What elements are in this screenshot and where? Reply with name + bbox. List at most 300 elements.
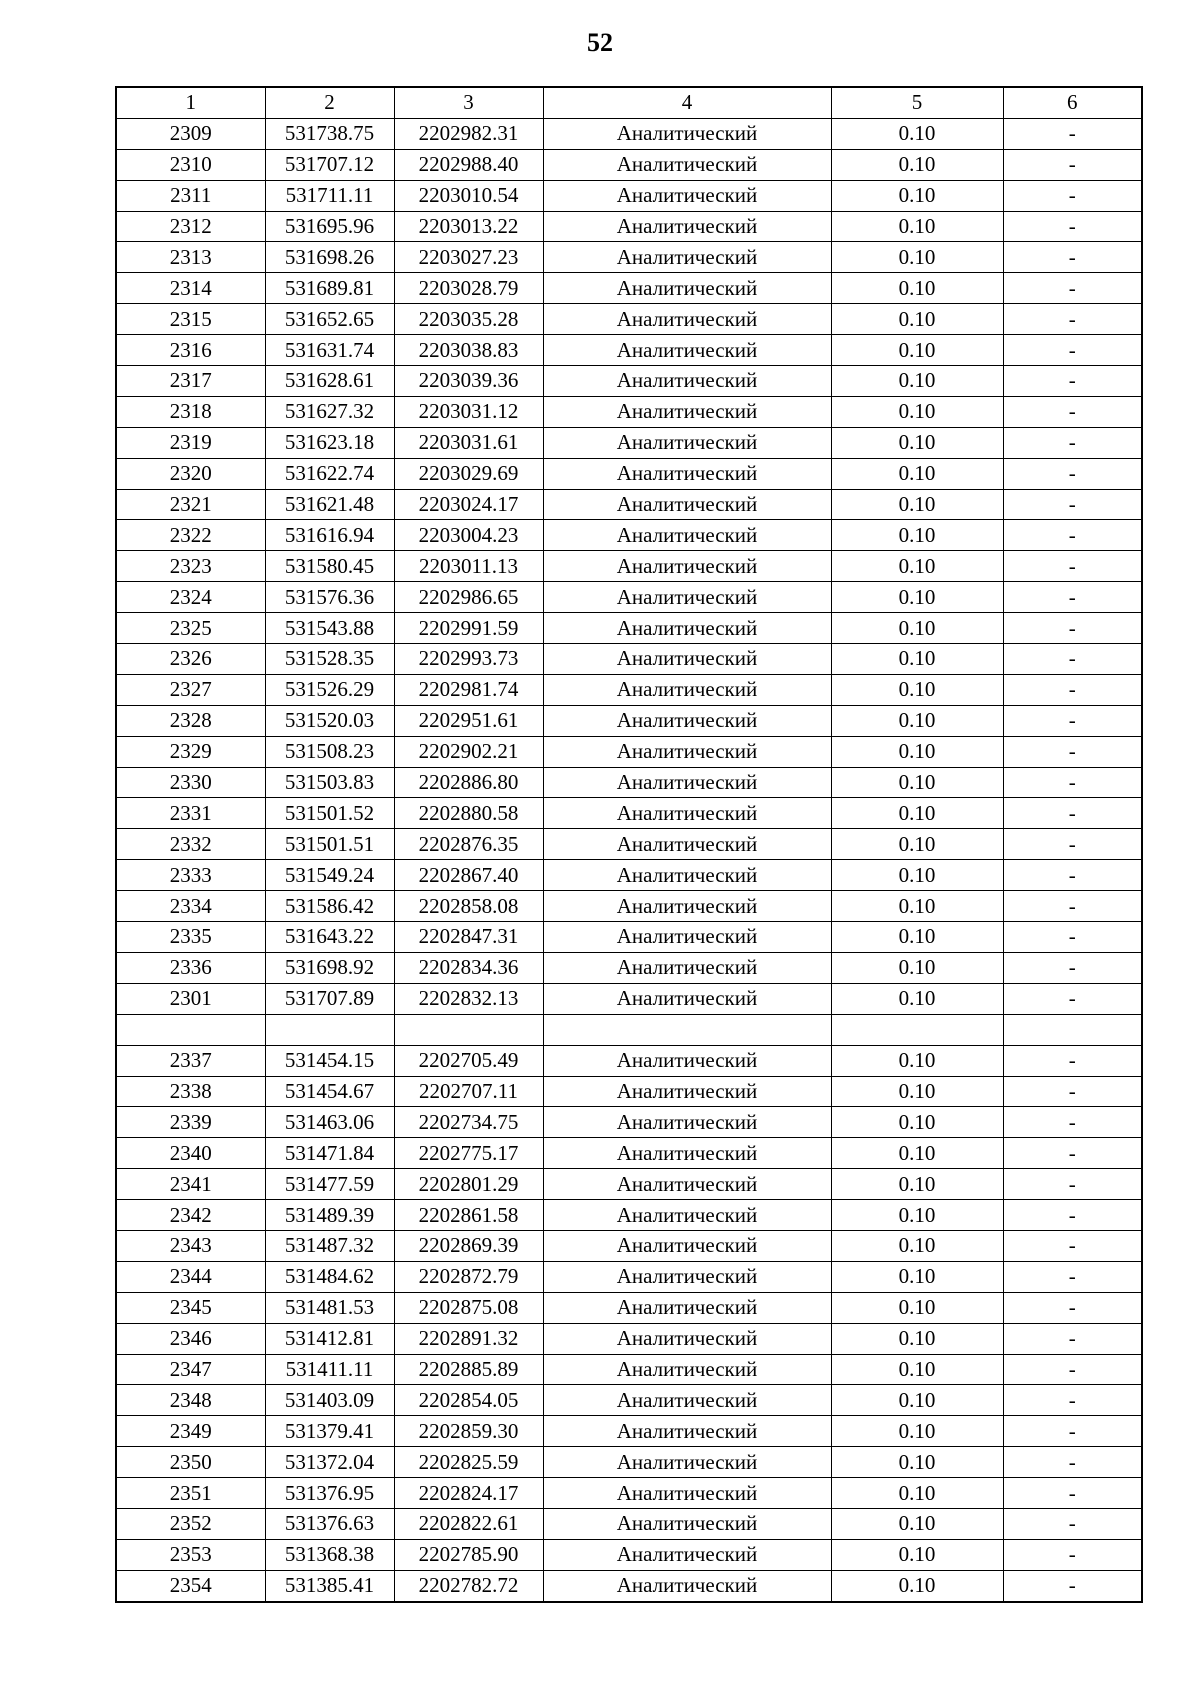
table-row xyxy=(116,551,1142,582)
table-row xyxy=(116,1416,1142,1447)
header-row xyxy=(116,87,1142,118)
x-coordinate-cell: 531622.74 xyxy=(265,458,394,489)
accuracy-cell: 0.10 xyxy=(831,860,1003,891)
table-row xyxy=(116,1014,1142,1045)
table-row xyxy=(116,489,1142,520)
table-row xyxy=(116,335,1142,366)
method-cell: Аналитический xyxy=(543,1200,831,1231)
point-number-cell: 2315 xyxy=(116,304,265,335)
note-cell: - xyxy=(1003,1354,1142,1385)
x-coordinate-cell: 531627.32 xyxy=(265,396,394,427)
column-header: 2 xyxy=(265,87,394,118)
accuracy-cell: 0.10 xyxy=(831,1323,1003,1354)
y-coordinate-cell: 2202782.72 xyxy=(394,1570,543,1601)
table-row xyxy=(116,1385,1142,1416)
note-cell: - xyxy=(1003,922,1142,953)
y-coordinate-cell: 2203024.17 xyxy=(394,489,543,520)
x-coordinate-cell: 531412.81 xyxy=(265,1323,394,1354)
method-cell: Аналитический xyxy=(543,366,831,397)
note-cell: - xyxy=(1003,1200,1142,1231)
x-coordinate-cell: 531698.26 xyxy=(265,242,394,273)
note-cell: - xyxy=(1003,1478,1142,1509)
accuracy-cell: 0.10 xyxy=(831,922,1003,953)
point-number-cell: 2312 xyxy=(116,211,265,242)
method-cell: Аналитический xyxy=(543,273,831,304)
table-row xyxy=(116,396,1142,427)
accuracy-cell: 0.10 xyxy=(831,242,1003,273)
method-cell: Аналитический xyxy=(543,952,831,983)
table-row xyxy=(116,891,1142,922)
method-cell: Аналитический xyxy=(543,674,831,705)
method-cell: Аналитический xyxy=(543,1076,831,1107)
accuracy-cell: 0.10 xyxy=(831,1107,1003,1138)
point-number-cell: 2342 xyxy=(116,1200,265,1231)
note-cell: - xyxy=(1003,1416,1142,1447)
x-coordinate-cell: 531628.61 xyxy=(265,366,394,397)
point-number-cell: 2353 xyxy=(116,1539,265,1570)
note-cell: - xyxy=(1003,582,1142,613)
x-coordinate-cell: 531411.11 xyxy=(265,1354,394,1385)
y-coordinate-cell: 2203031.61 xyxy=(394,427,543,458)
point-number-cell: 2318 xyxy=(116,396,265,427)
x-coordinate-cell: 531695.96 xyxy=(265,211,394,242)
table-row xyxy=(116,983,1142,1014)
x-coordinate-cell: 531403.09 xyxy=(265,1385,394,1416)
note-cell: - xyxy=(1003,860,1142,891)
x-coordinate-cell: 531643.22 xyxy=(265,922,394,953)
method-cell: Аналитический xyxy=(543,520,831,551)
accuracy-cell: 0.10 xyxy=(831,211,1003,242)
table-row xyxy=(116,118,1142,149)
y-coordinate-cell: 2203039.36 xyxy=(394,366,543,397)
point-number-cell: 2348 xyxy=(116,1385,265,1416)
table-row xyxy=(116,1570,1142,1601)
point-number-cell: 2317 xyxy=(116,366,265,397)
method-cell: Аналитический xyxy=(543,613,831,644)
method-cell: Аналитический xyxy=(543,922,831,953)
accuracy-cell: 0.10 xyxy=(831,1230,1003,1261)
note-cell: - xyxy=(1003,304,1142,335)
table-row xyxy=(116,705,1142,736)
y-coordinate-cell: 2202834.36 xyxy=(394,952,543,983)
x-coordinate-cell: 531372.04 xyxy=(265,1447,394,1478)
x-coordinate-cell: 531711.11 xyxy=(265,180,394,211)
method-cell: Аналитический xyxy=(543,1169,831,1200)
note-cell: - xyxy=(1003,644,1142,675)
y-coordinate-cell: 2202991.59 xyxy=(394,613,543,644)
table-row xyxy=(116,242,1142,273)
y-coordinate-cell: 2203004.23 xyxy=(394,520,543,551)
table-row xyxy=(116,1045,1142,1076)
note-cell: - xyxy=(1003,613,1142,644)
x-coordinate-cell: 531508.23 xyxy=(265,736,394,767)
x-coordinate-cell: 531631.74 xyxy=(265,335,394,366)
y-coordinate-cell: 2202734.75 xyxy=(394,1107,543,1138)
method-cell: Аналитический xyxy=(543,582,831,613)
note-cell: - xyxy=(1003,149,1142,180)
method-cell: Аналитический xyxy=(543,335,831,366)
method-cell: Аналитический xyxy=(543,1107,831,1138)
method-cell: Аналитический xyxy=(543,1292,831,1323)
table-row xyxy=(116,1107,1142,1138)
y-coordinate-cell: 2202707.11 xyxy=(394,1076,543,1107)
y-coordinate-cell: 2202875.08 xyxy=(394,1292,543,1323)
table-row xyxy=(116,366,1142,397)
accuracy-cell: 0.10 xyxy=(831,366,1003,397)
point-number-cell: 2337 xyxy=(116,1045,265,1076)
note-cell: - xyxy=(1003,1385,1142,1416)
method-cell: Аналитический xyxy=(543,396,831,427)
method-cell: Аналитический xyxy=(543,1539,831,1570)
method-cell: Аналитический xyxy=(543,304,831,335)
column-header: 3 xyxy=(394,87,543,118)
accuracy-cell: 0.10 xyxy=(831,1076,1003,1107)
accuracy-cell: 0.10 xyxy=(831,1478,1003,1509)
accuracy-cell: 0.10 xyxy=(831,427,1003,458)
note-cell: - xyxy=(1003,983,1142,1014)
table-row xyxy=(116,211,1142,242)
point-number-cell: 2328 xyxy=(116,705,265,736)
point-number-cell: 2322 xyxy=(116,520,265,551)
y-coordinate-cell: 2202867.40 xyxy=(394,860,543,891)
point-number-cell: 2338 xyxy=(116,1076,265,1107)
note-cell: - xyxy=(1003,1230,1142,1261)
note-cell: - xyxy=(1003,458,1142,489)
point-number-cell: 2352 xyxy=(116,1508,265,1539)
note-cell: - xyxy=(1003,1138,1142,1169)
note-cell: - xyxy=(1003,180,1142,211)
note-cell: - xyxy=(1003,1261,1142,1292)
table-row xyxy=(116,1076,1142,1107)
x-coordinate-cell: 531707.12 xyxy=(265,149,394,180)
method-cell: Аналитический xyxy=(543,149,831,180)
note-cell: - xyxy=(1003,551,1142,582)
x-coordinate-cell: 531543.88 xyxy=(265,613,394,644)
table-row xyxy=(116,582,1142,613)
accuracy-cell: 0.10 xyxy=(831,1045,1003,1076)
accuracy-cell: 0.10 xyxy=(831,458,1003,489)
point-number-cell: 2316 xyxy=(116,335,265,366)
note-cell: - xyxy=(1003,674,1142,705)
table-row xyxy=(116,952,1142,983)
y-coordinate-cell: 2202822.61 xyxy=(394,1508,543,1539)
point-number-cell: 2350 xyxy=(116,1447,265,1478)
y-coordinate-cell: 2202705.49 xyxy=(394,1045,543,1076)
x-coordinate-cell xyxy=(265,1014,394,1045)
y-coordinate-cell: 2202876.35 xyxy=(394,829,543,860)
accuracy-cell: 0.10 xyxy=(831,1354,1003,1385)
point-number-cell: 2340 xyxy=(116,1138,265,1169)
y-coordinate-cell: 2202869.39 xyxy=(394,1230,543,1261)
note-cell: - xyxy=(1003,396,1142,427)
y-coordinate-cell: 2203028.79 xyxy=(394,273,543,304)
note-cell: - xyxy=(1003,798,1142,829)
table-row xyxy=(116,1508,1142,1539)
x-coordinate-cell: 531707.89 xyxy=(265,983,394,1014)
coordinates-table xyxy=(115,86,1143,1603)
point-number-cell: 2326 xyxy=(116,644,265,675)
x-coordinate-cell: 531621.48 xyxy=(265,489,394,520)
point-number-cell: 2351 xyxy=(116,1478,265,1509)
method-cell: Аналитический xyxy=(543,1323,831,1354)
accuracy-cell: 0.10 xyxy=(831,613,1003,644)
y-coordinate-cell: 2202885.89 xyxy=(394,1354,543,1385)
method-cell: Аналитический xyxy=(543,983,831,1014)
x-coordinate-cell: 531576.36 xyxy=(265,582,394,613)
x-coordinate-cell: 531580.45 xyxy=(265,551,394,582)
y-coordinate-cell: 2202859.30 xyxy=(394,1416,543,1447)
accuracy-cell: 0.10 xyxy=(831,736,1003,767)
accuracy-cell: 0.10 xyxy=(831,1169,1003,1200)
method-cell: Аналитический xyxy=(543,705,831,736)
x-coordinate-cell: 531652.65 xyxy=(265,304,394,335)
note-cell: - xyxy=(1003,1447,1142,1478)
point-number-cell: 2345 xyxy=(116,1292,265,1323)
x-coordinate-cell: 531376.63 xyxy=(265,1508,394,1539)
accuracy-cell: 0.10 xyxy=(831,983,1003,1014)
note-cell: - xyxy=(1003,489,1142,520)
method-cell: Аналитический xyxy=(543,458,831,489)
accuracy-cell: 0.10 xyxy=(831,551,1003,582)
x-coordinate-cell: 531623.18 xyxy=(265,427,394,458)
x-coordinate-cell: 531520.03 xyxy=(265,705,394,736)
y-coordinate-cell: 2202986.65 xyxy=(394,582,543,613)
x-coordinate-cell: 531549.24 xyxy=(265,860,394,891)
table-row xyxy=(116,1200,1142,1231)
point-number-cell: 2343 xyxy=(116,1230,265,1261)
point-number-cell: 2323 xyxy=(116,551,265,582)
y-coordinate-cell: 2203035.28 xyxy=(394,304,543,335)
y-coordinate-cell: 2202988.40 xyxy=(394,149,543,180)
note-cell: - xyxy=(1003,335,1142,366)
y-coordinate-cell: 2202832.13 xyxy=(394,983,543,1014)
accuracy-cell: 0.10 xyxy=(831,891,1003,922)
point-number-cell: 2314 xyxy=(116,273,265,304)
table-row xyxy=(116,674,1142,705)
x-coordinate-cell: 531738.75 xyxy=(265,118,394,149)
point-number-cell: 2301 xyxy=(116,983,265,1014)
column-header: 6 xyxy=(1003,87,1142,118)
x-coordinate-cell: 531484.62 xyxy=(265,1261,394,1292)
x-coordinate-cell: 531503.83 xyxy=(265,767,394,798)
y-coordinate-cell: 2203029.69 xyxy=(394,458,543,489)
point-number-cell: 2349 xyxy=(116,1416,265,1447)
method-cell: Аналитический xyxy=(543,1570,831,1601)
note-cell xyxy=(1003,1014,1142,1045)
note-cell: - xyxy=(1003,1292,1142,1323)
note-cell: - xyxy=(1003,1045,1142,1076)
x-coordinate-cell: 531481.53 xyxy=(265,1292,394,1323)
accuracy-cell: 0.10 xyxy=(831,335,1003,366)
method-cell: Аналитический xyxy=(543,1230,831,1261)
accuracy-cell: 0.10 xyxy=(831,582,1003,613)
x-coordinate-cell: 531698.92 xyxy=(265,952,394,983)
accuracy-cell: 0.10 xyxy=(831,1138,1003,1169)
table-row xyxy=(116,1539,1142,1570)
point-number-cell: 2313 xyxy=(116,242,265,273)
accuracy-cell: 0.10 xyxy=(831,1539,1003,1570)
x-coordinate-cell: 531586.42 xyxy=(265,891,394,922)
accuracy-cell: 0.10 xyxy=(831,396,1003,427)
note-cell: - xyxy=(1003,1508,1142,1539)
point-number-cell: 2333 xyxy=(116,860,265,891)
x-coordinate-cell: 531385.41 xyxy=(265,1570,394,1601)
table-row xyxy=(116,1292,1142,1323)
point-number-cell: 2331 xyxy=(116,798,265,829)
accuracy-cell: 0.10 xyxy=(831,304,1003,335)
table-row xyxy=(116,458,1142,489)
accuracy-cell: 0.10 xyxy=(831,767,1003,798)
y-coordinate-cell: 2202880.58 xyxy=(394,798,543,829)
table-row xyxy=(116,427,1142,458)
note-cell: - xyxy=(1003,211,1142,242)
x-coordinate-cell: 531477.59 xyxy=(265,1169,394,1200)
table-row xyxy=(116,1478,1142,1509)
note-cell: - xyxy=(1003,829,1142,860)
accuracy-cell: 0.10 xyxy=(831,1447,1003,1478)
accuracy-cell: 0.10 xyxy=(831,705,1003,736)
y-coordinate-cell: 2202854.05 xyxy=(394,1385,543,1416)
point-number-cell: 2320 xyxy=(116,458,265,489)
point-number-cell: 2336 xyxy=(116,952,265,983)
method-cell: Аналитический xyxy=(543,551,831,582)
y-coordinate-cell: 2202993.73 xyxy=(394,644,543,675)
method-cell: Аналитический xyxy=(543,891,831,922)
note-cell: - xyxy=(1003,118,1142,149)
note-cell: - xyxy=(1003,736,1142,767)
accuracy-cell: 0.10 xyxy=(831,1292,1003,1323)
y-coordinate-cell: 2202982.31 xyxy=(394,118,543,149)
point-number-cell: 2341 xyxy=(116,1169,265,1200)
note-cell: - xyxy=(1003,520,1142,551)
y-coordinate-cell: 2202825.59 xyxy=(394,1447,543,1478)
y-coordinate-cell xyxy=(394,1014,543,1045)
accuracy-cell: 0.10 xyxy=(831,520,1003,551)
accuracy-cell: 0.10 xyxy=(831,1570,1003,1601)
accuracy-cell: 0.10 xyxy=(831,829,1003,860)
table-row xyxy=(116,1138,1142,1169)
y-coordinate-cell: 2203013.22 xyxy=(394,211,543,242)
table-row xyxy=(116,1230,1142,1261)
table-row xyxy=(116,1354,1142,1385)
x-coordinate-cell: 531501.51 xyxy=(265,829,394,860)
column-header: 5 xyxy=(831,87,1003,118)
y-coordinate-cell: 2202785.90 xyxy=(394,1539,543,1570)
point-number-cell: 2330 xyxy=(116,767,265,798)
point-number-cell: 2327 xyxy=(116,674,265,705)
note-cell: - xyxy=(1003,1107,1142,1138)
table-row xyxy=(116,613,1142,644)
y-coordinate-cell: 2202824.17 xyxy=(394,1478,543,1509)
point-number-cell: 2339 xyxy=(116,1107,265,1138)
y-coordinate-cell: 2202902.21 xyxy=(394,736,543,767)
table-body xyxy=(116,118,1142,1601)
accuracy-cell: 0.10 xyxy=(831,1385,1003,1416)
accuracy-cell: 0.10 xyxy=(831,798,1003,829)
method-cell: Аналитический xyxy=(543,118,831,149)
accuracy-cell: 0.10 xyxy=(831,489,1003,520)
accuracy-cell: 0.10 xyxy=(831,118,1003,149)
x-coordinate-cell: 531489.39 xyxy=(265,1200,394,1231)
method-cell: Аналитический xyxy=(543,798,831,829)
table-row xyxy=(116,829,1142,860)
accuracy-cell: 0.10 xyxy=(831,1508,1003,1539)
column-header: 4 xyxy=(543,87,831,118)
method-cell: Аналитический xyxy=(543,1354,831,1385)
note-cell: - xyxy=(1003,1076,1142,1107)
note-cell: - xyxy=(1003,705,1142,736)
method-cell: Аналитический xyxy=(543,1508,831,1539)
x-coordinate-cell: 531463.06 xyxy=(265,1107,394,1138)
y-coordinate-cell: 2202801.29 xyxy=(394,1169,543,1200)
table-row xyxy=(116,520,1142,551)
note-cell: - xyxy=(1003,366,1142,397)
y-coordinate-cell: 2203038.83 xyxy=(394,335,543,366)
method-cell: Аналитический xyxy=(543,180,831,211)
table-row xyxy=(116,767,1142,798)
point-number-cell: 2325 xyxy=(116,613,265,644)
note-cell: - xyxy=(1003,1539,1142,1570)
point-number-cell: 2319 xyxy=(116,427,265,458)
method-cell: Аналитический xyxy=(543,829,831,860)
table-row xyxy=(116,1261,1142,1292)
y-coordinate-cell: 2202775.17 xyxy=(394,1138,543,1169)
point-number-cell: 2344 xyxy=(116,1261,265,1292)
point-number-cell: 2354 xyxy=(116,1570,265,1601)
point-number-cell: 2335 xyxy=(116,922,265,953)
note-cell: - xyxy=(1003,767,1142,798)
y-coordinate-cell: 2203027.23 xyxy=(394,242,543,273)
note-cell: - xyxy=(1003,1323,1142,1354)
note-cell: - xyxy=(1003,1169,1142,1200)
note-cell: - xyxy=(1003,242,1142,273)
x-coordinate-cell: 531689.81 xyxy=(265,273,394,304)
method-cell: Аналитический xyxy=(543,1138,831,1169)
y-coordinate-cell: 2202847.31 xyxy=(394,922,543,953)
point-number-cell: 2347 xyxy=(116,1354,265,1385)
table-row xyxy=(116,922,1142,953)
table-row xyxy=(116,1169,1142,1200)
accuracy-cell: 0.10 xyxy=(831,180,1003,211)
note-cell: - xyxy=(1003,273,1142,304)
note-cell: - xyxy=(1003,1570,1142,1601)
method-cell: Аналитический xyxy=(543,1385,831,1416)
table-row xyxy=(116,149,1142,180)
y-coordinate-cell: 2202858.08 xyxy=(394,891,543,922)
point-number-cell: 2321 xyxy=(116,489,265,520)
x-coordinate-cell: 531379.41 xyxy=(265,1416,394,1447)
table-row xyxy=(116,736,1142,767)
table-header xyxy=(116,87,1142,118)
method-cell: Аналитический xyxy=(543,1447,831,1478)
y-coordinate-cell: 2202872.79 xyxy=(394,1261,543,1292)
note-cell: - xyxy=(1003,427,1142,458)
accuracy-cell: 0.10 xyxy=(831,644,1003,675)
method-cell: Аналитический xyxy=(543,767,831,798)
table-row xyxy=(116,180,1142,211)
method-cell: Аналитический xyxy=(543,1261,831,1292)
method-cell xyxy=(543,1014,831,1045)
table-row xyxy=(116,1447,1142,1478)
note-cell: - xyxy=(1003,952,1142,983)
accuracy-cell: 0.10 xyxy=(831,1416,1003,1447)
x-coordinate-cell: 531454.15 xyxy=(265,1045,394,1076)
table-row xyxy=(116,1323,1142,1354)
point-number-cell: 2346 xyxy=(116,1323,265,1354)
table-row xyxy=(116,304,1142,335)
accuracy-cell xyxy=(831,1014,1003,1045)
column-header: 1 xyxy=(116,87,265,118)
